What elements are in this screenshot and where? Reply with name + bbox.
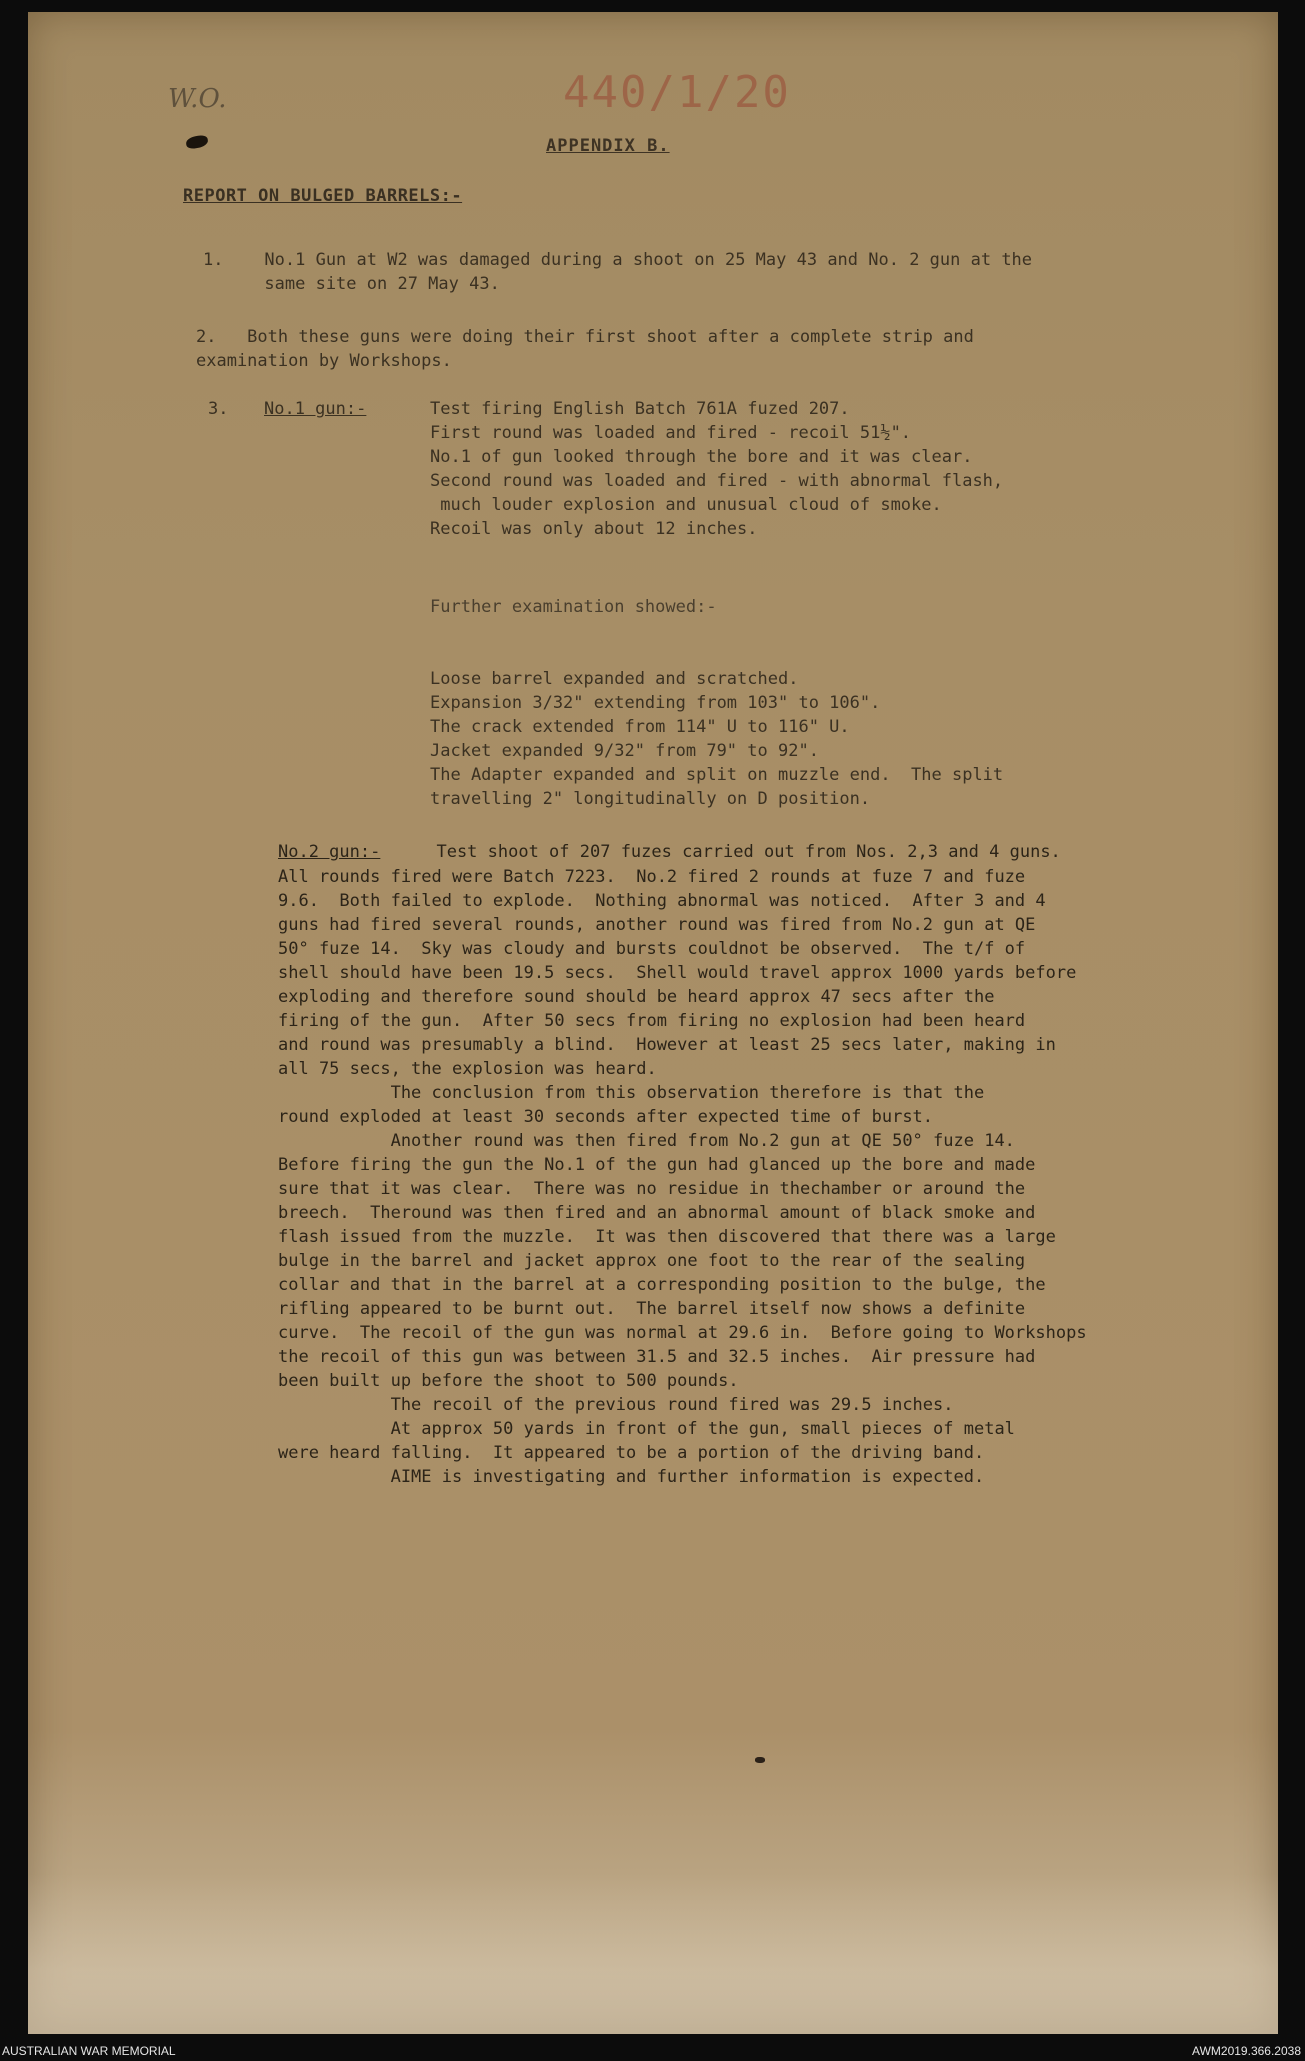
exam-line: Loose barrel expanded and scratched.	[430, 669, 799, 689]
para2-line2: examination by Workshops.	[196, 351, 452, 371]
no2-line: exploding and therefore sound should be heard approx 47 secs after the	[278, 987, 995, 1007]
report-heading: REPORT ON BULGED BARRELS:-	[183, 186, 463, 206]
no1-line: Recoil was only about 12 inches.	[430, 519, 758, 539]
para1-line1: 1. No.1 Gun at W2 was damaged during a shoot on 25 May 43 and No. 2 gun at the	[203, 250, 1033, 270]
no2-line: round exploded at least 30 seconds after expected time of burst.	[278, 1107, 934, 1127]
no2-line: Before firing the gun the No.1 of the gun had glanced up the bore and made	[278, 1155, 1036, 1175]
ink-mark	[755, 1757, 765, 1763]
appendix-title: APPENDIX B.	[546, 136, 670, 156]
no2-line: The conclusion from this observation therefore is that the	[278, 1083, 985, 1103]
no2-line: all 75 secs, the explosion was heard.	[278, 1059, 657, 1079]
no2-line: curve. The recoil of the gun was normal at 29.6 in. Before going to Workshops	[278, 1323, 1087, 1343]
para1-line2: same site on 27 May 43.	[203, 274, 500, 294]
footer-accession-number: AWM2019.366.2038	[1192, 2044, 1301, 2058]
no2-line: shell should have been 19.5 secs. Shell would travel approx 1000 yards before	[278, 963, 1077, 983]
no2-line: guns had fired several rounds, another round was fired from No.2 gun at QE	[278, 915, 1036, 935]
exam-line: The Adapter expanded and split on muzzle end. The split	[430, 765, 1004, 785]
exam-line: travelling 2" longitudinally on D position.	[430, 789, 871, 809]
no2-line: been built up before the shoot to 500 pounds.	[278, 1371, 739, 1391]
no2-line: flash issued from the muzzle. It was then discovered that there was a large	[278, 1227, 1056, 1247]
no2-line: 9.6. Both failed to explode. Nothing abnormal was noticed. After 3 and 4	[278, 891, 1046, 911]
no2-line: the recoil of this gun was between 31.5 and 32.5 inches. Air pressure had	[278, 1347, 1036, 1367]
no2-line: At approx 50 yards in front of the gun, small pieces of metal	[278, 1419, 1015, 1439]
no2-line: were heard falling. It appeared to be a portion of the driving band.	[278, 1443, 985, 1463]
no2-line: AIME is investigating and further information is expected.	[278, 1467, 985, 1487]
exam-line: The crack extended from 114" U to 116" U.	[430, 717, 850, 737]
margin-annotation: W.O.	[168, 84, 227, 114]
no2-line: and round was presumably a blind. However at least 25 secs later, making in	[278, 1035, 1056, 1055]
no1-line: Test firing English Batch 761A fuzed 207.	[430, 399, 850, 419]
punch-hole	[185, 134, 209, 150]
no1-line: much louder explosion and unusual cloud of smoke.	[430, 495, 942, 515]
no2-line: firing of the gun. After 50 secs from firing no explosion had been heard	[278, 1011, 1026, 1031]
no2-line: breech. Theround was then fired and an abnormal amount of black smoke and	[278, 1203, 1036, 1223]
no2-line: collar and that in the barrel at a corresponding position to the bulge, the	[278, 1275, 1046, 1295]
no2-line: The recoil of the previous round fired was 29.5 inches.	[278, 1395, 954, 1415]
footer-credit: AUSTRALIAN WAR MEMORIAL	[2, 2044, 176, 2058]
para3-number: 3.	[208, 399, 229, 419]
no2-line: sure that it was clear. There was no residue in thechamber or around the	[278, 1179, 1026, 1199]
no1-line: Second round was loaded and fired - with abnormal flash,	[430, 471, 1004, 491]
no2-first-line: Test shoot of 207 fuzes carried out from Nos. 2,3 and 4 guns.	[416, 842, 1061, 862]
no2-line: 50° fuze 14. Sky was cloudy and bursts couldnot be observed. The t/f of	[278, 939, 1026, 959]
further-examination-label: Further examination showed:-	[430, 597, 717, 617]
exam-line: Jacket expanded 9/32" from 79" to 92".	[430, 741, 819, 761]
reference-stamp: 440/1/20	[563, 67, 791, 118]
no1-line: No.1 of gun looked through the bore and it was clear.	[430, 447, 973, 467]
exam-line: Expansion 3/32" extending from 103" to 106".	[430, 693, 881, 713]
no2-line: rifling appeared to be burnt out. The barrel itself now shows a definite	[278, 1299, 1026, 1319]
para2-line1: 2. Both these guns were doing their first shoot after a complete strip and	[196, 327, 974, 347]
no2-line: bulge in the barrel and jacket approx one foot to the rear of the sealing	[278, 1251, 1026, 1271]
no2-gun-label: No.2 gun:-	[278, 842, 381, 862]
document-page	[28, 12, 1278, 2034]
no1-gun-label: No.1 gun:-	[264, 399, 367, 419]
no2-line: All rounds fired were Batch 7223. No.2 fired 2 rounds at fuze 7 and fuze	[278, 867, 1026, 887]
no1-line: First round was loaded and fired - recoil 51½".	[430, 423, 912, 443]
no2-line: Another round was then fired from No.2 gun at QE 50° fuze 14.	[278, 1131, 1015, 1151]
